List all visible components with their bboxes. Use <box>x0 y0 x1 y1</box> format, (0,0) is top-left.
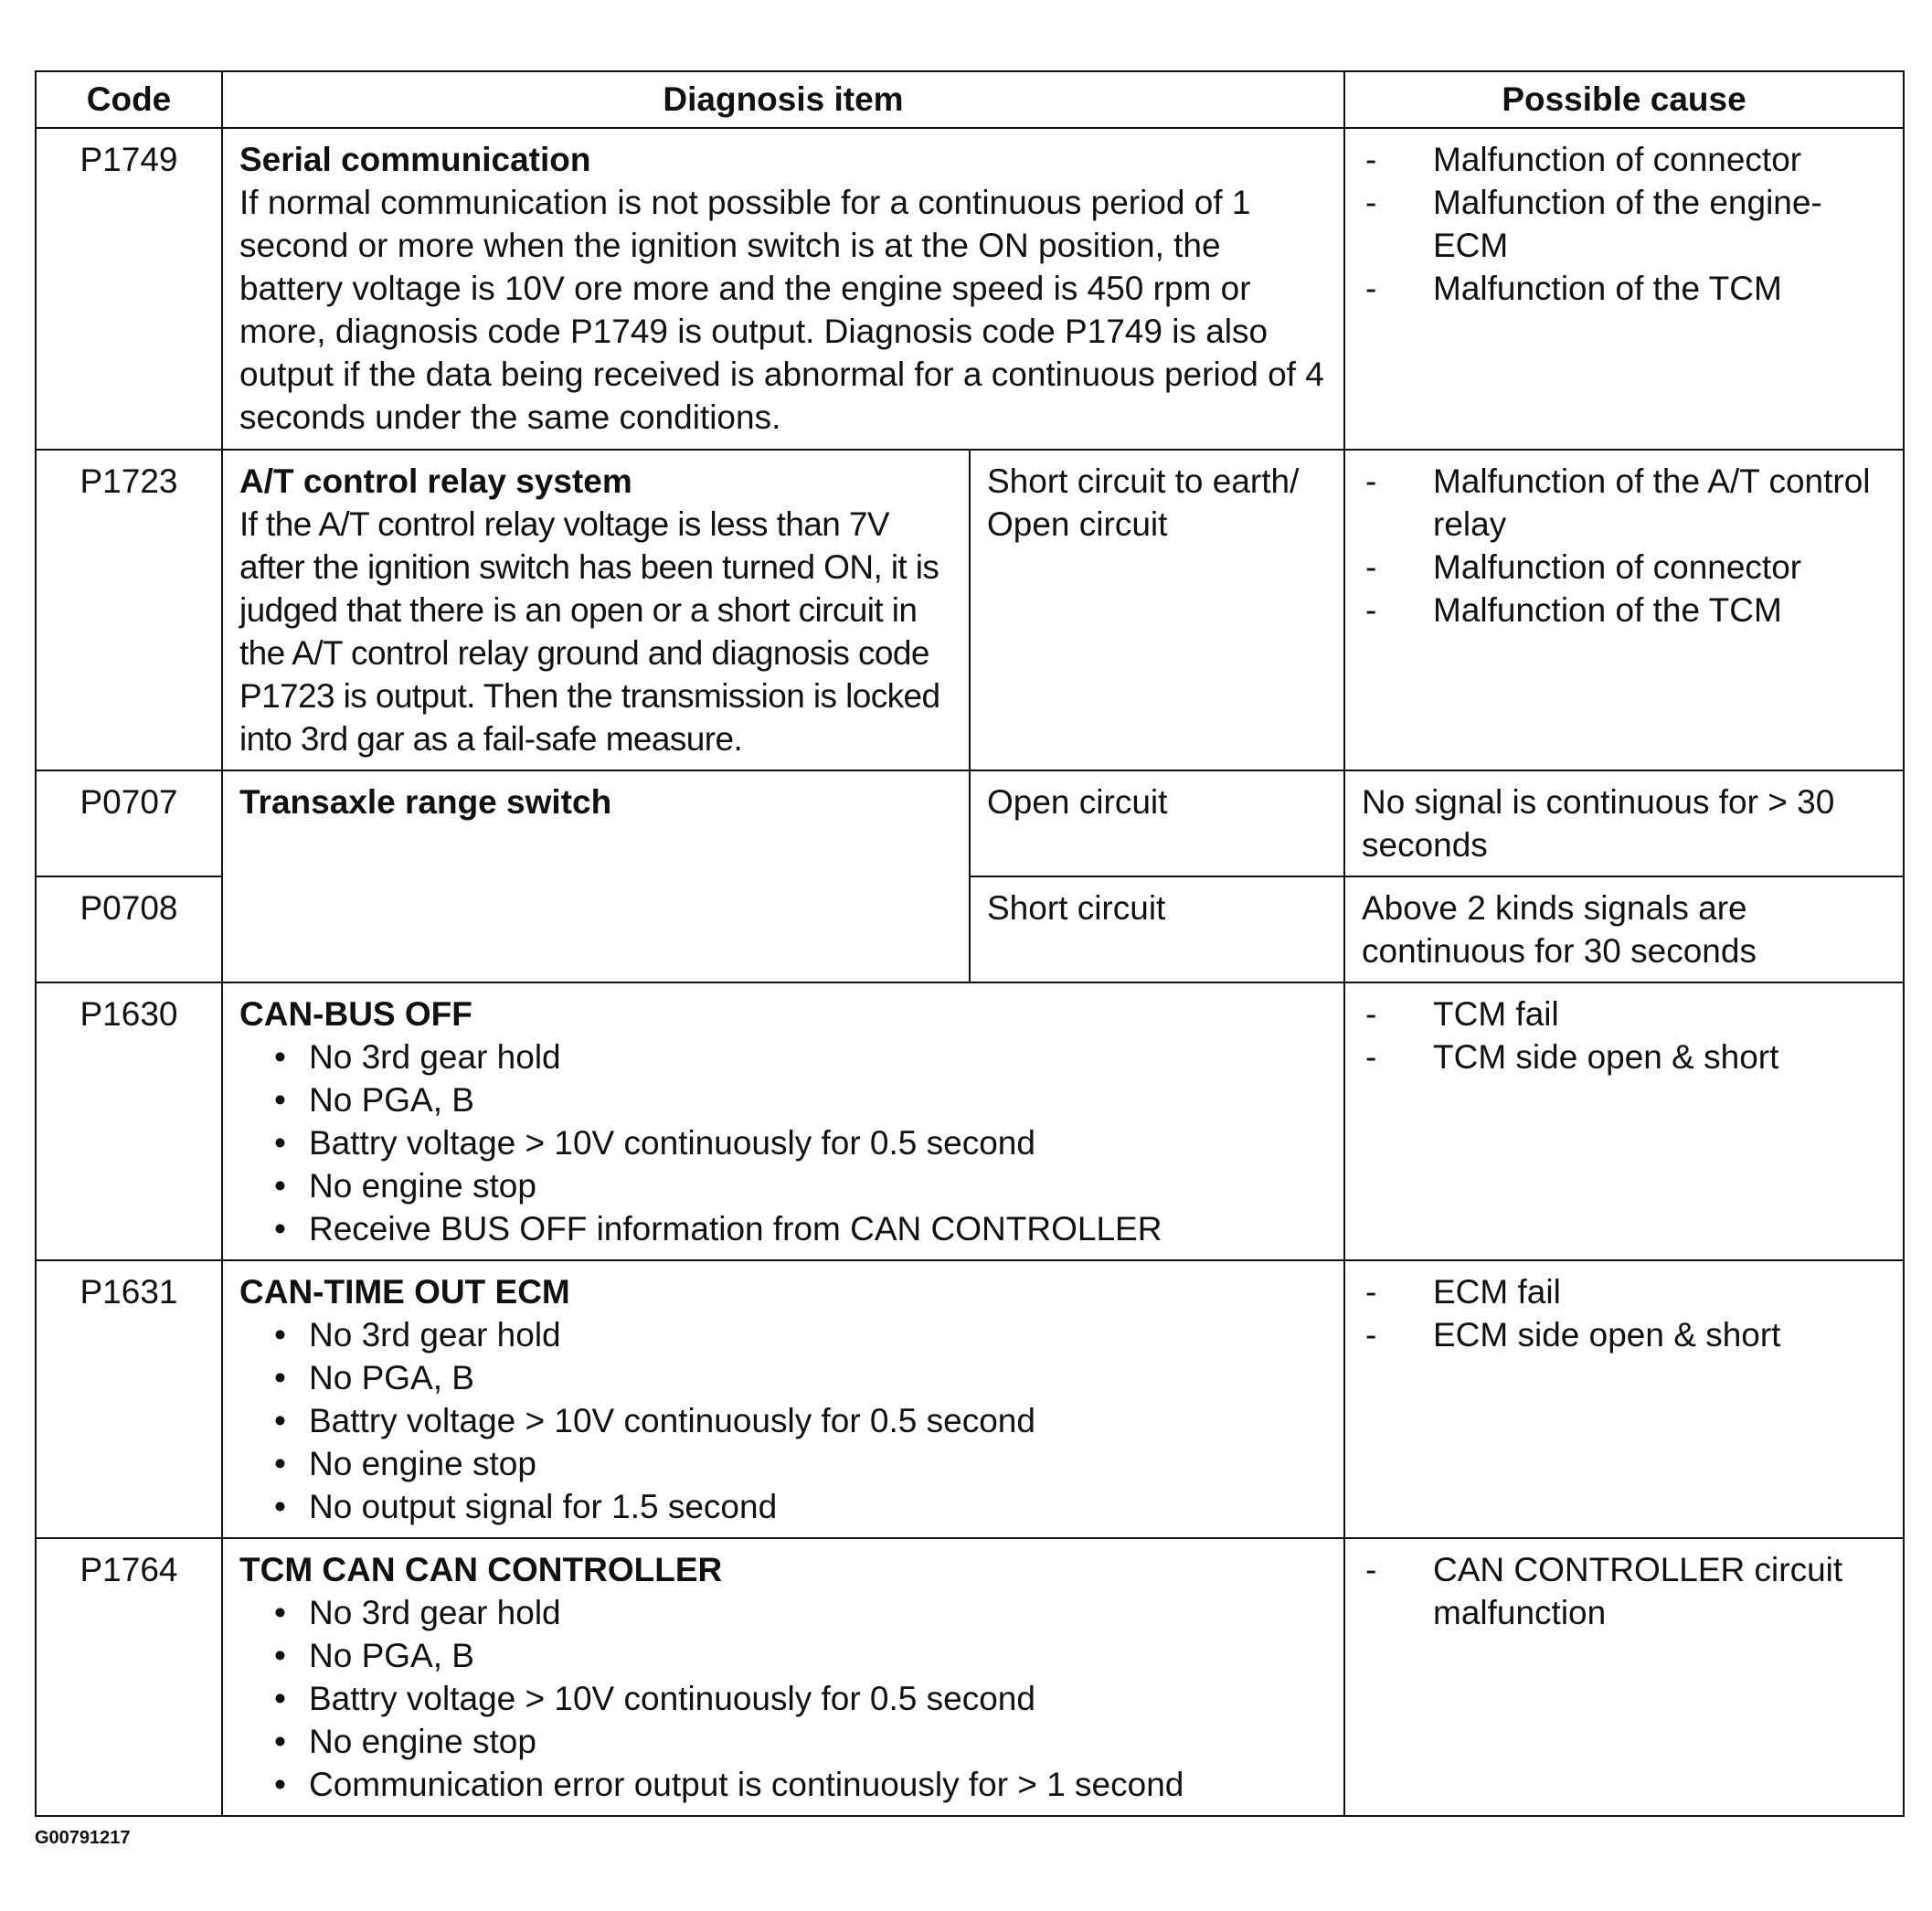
table-header-row <box>36 71 1904 128</box>
cause-cell <box>1344 1260 1904 1538</box>
cause-cell <box>1344 876 1904 982</box>
diagnosis-cell <box>222 128 1344 450</box>
table-row <box>36 1260 1904 1538</box>
condition-item: • No engine stop <box>274 1164 1327 1207</box>
code-cell: P0707 <box>36 770 222 876</box>
condition-list <box>239 1313 1327 1528</box>
table-row <box>36 770 1904 876</box>
cause-item: - ECM side open & short <box>1362 1313 1886 1356</box>
diagnosis-cell <box>222 450 970 770</box>
header-code: Code <box>36 71 222 128</box>
condition-cell: Open circuit <box>970 770 1344 876</box>
cause-list <box>1362 993 1886 1078</box>
table-row <box>36 128 1904 450</box>
condition-item: • No 3rd gear hold <box>274 1591 1327 1634</box>
diagnosis-cell <box>222 1538 1344 1816</box>
code-cell: P1723 <box>36 450 222 770</box>
cause-item: - CAN CONTROLLER circuit malfunction <box>1362 1548 1886 1634</box>
cause-item: - Malfunction of the TCM <box>1362 589 1886 632</box>
condition-cell: Short circuit <box>970 876 1344 982</box>
code-cell: P1631 <box>36 1260 222 1538</box>
cause-list <box>1362 1270 1886 1356</box>
diagnosis-table <box>35 70 1905 1817</box>
cause-text: No signal is continuous for > 30 seconds <box>1362 783 1835 864</box>
cause-cell <box>1344 1538 1904 1816</box>
condition-list <box>239 1591 1327 1806</box>
cause-item: - Malfunction of connector <box>1362 138 1886 181</box>
cause-item: - TCM side open & short <box>1362 1035 1886 1078</box>
condition-item: • Battry voltage > 10V continuously for 0.5 second <box>274 1121 1327 1164</box>
condition-item: • Battry voltage > 10V continuously for 0.5 second <box>274 1399 1327 1442</box>
condition-item: • No output signal for 1.5 second <box>274 1485 1327 1528</box>
condition-cell: Short circuit to earth/ Open circuit <box>970 450 1344 770</box>
cause-cell <box>1344 770 1904 876</box>
cause-text: Above 2 kinds signals are continuous for 30 seconds <box>1362 889 1757 970</box>
table-row <box>36 982 1904 1260</box>
cause-cell <box>1344 450 1904 770</box>
cause-list <box>1362 1548 1886 1634</box>
condition-item: • Receive BUS OFF information from CAN CONTROLLER <box>274 1207 1327 1250</box>
item-title: Serial communication <box>239 141 591 178</box>
table-row <box>36 450 1904 770</box>
cause-cell <box>1344 128 1904 450</box>
condition-item: • No 3rd gear hold <box>274 1313 1327 1356</box>
diagnosis-cell <box>222 770 970 982</box>
code-cell: P1749 <box>36 128 222 450</box>
item-description: If the A/T control relay voltage is less than 7V after the ignition switch has been turned ON, it is judged that there is an open or a short circuit in the A/T control relay ground and diagnosis code P1723 is output. Then the transmission is locked into 3rd gar as a fail-safe measure. <box>239 505 940 758</box>
cause-item: - Malfunction of the engine-ECM <box>1362 181 1886 267</box>
code-cell: P1764 <box>36 1538 222 1816</box>
item-title: CAN-BUS OFF <box>239 995 472 1033</box>
condition-item: • No PGA, B <box>274 1078 1327 1121</box>
cause-item: - Malfunction of the TCM <box>1362 267 1886 310</box>
condition-list <box>239 1035 1327 1250</box>
condition-item: • No 3rd gear hold <box>274 1035 1327 1078</box>
item-description: If normal communication is not possible for a continuous period of 1 second or more when the ignition switch is at the ON position, the battery voltage is 10V ore more and the engine speed is 450 rpm or more, diagnosis code P1749 is output. Diagnosis code P1749 is also output if the data being received is abnormal for a continuous period of 4 seconds under the same conditions. <box>239 184 1324 436</box>
header-diagnosis-item: Diagnosis item <box>222 71 1344 128</box>
cause-list <box>1362 138 1886 310</box>
figure-id: G00791217 <box>35 1828 131 1848</box>
cause-item: - TCM fail <box>1362 993 1886 1035</box>
cause-item: - Malfunction of the A/T control relay <box>1362 460 1886 546</box>
cause-item: - ECM fail <box>1362 1270 1886 1313</box>
code-cell: P0708 <box>36 876 222 982</box>
diagnosis-cell <box>222 1260 1344 1538</box>
item-title: TCM CAN CAN CONTROLLER <box>239 1551 723 1588</box>
condition-item: • No PGA, B <box>274 1356 1327 1399</box>
condition-item: • Battry voltage > 10V continuously for 0.5 second <box>274 1677 1327 1720</box>
item-title: Transaxle range switch <box>239 783 612 821</box>
table-row <box>36 1538 1904 1816</box>
item-title: CAN-TIME OUT ECM <box>239 1273 570 1311</box>
code-cell: P1630 <box>36 982 222 1260</box>
condition-item: • Communication error output is continuously for > 1 second <box>274 1763 1327 1806</box>
diagnosis-cell <box>222 982 1344 1260</box>
cause-item: - Malfunction of connector <box>1362 546 1886 589</box>
header-possible-cause: Possible cause <box>1344 71 1904 128</box>
cause-cell <box>1344 982 1904 1260</box>
condition-item: • No engine stop <box>274 1720 1327 1763</box>
condition-item: • No engine stop <box>274 1442 1327 1485</box>
cause-list <box>1362 460 1886 632</box>
condition-item: • No PGA, B <box>274 1634 1327 1677</box>
item-title: A/T control relay system <box>239 462 632 500</box>
